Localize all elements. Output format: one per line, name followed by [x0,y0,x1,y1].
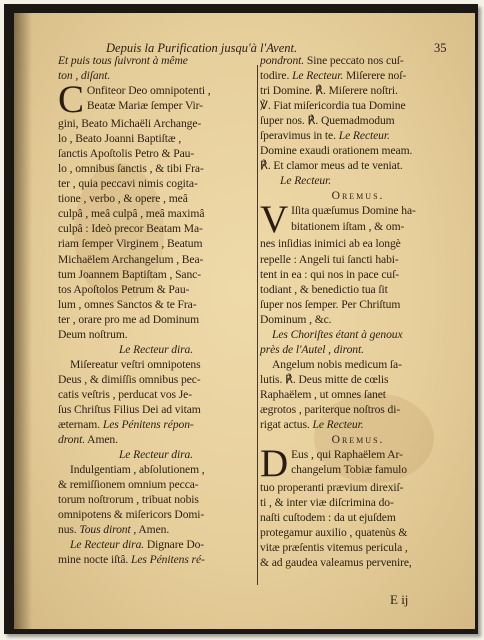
text-fragment: æternam. [58,418,101,432]
rubric-inline: Les Pénitens ré- [131,553,205,567]
text-line [260,83,456,98]
text-line: Deum noſtrum. [58,327,128,341]
text-fragment: todire. [260,69,290,83]
drop-cap-initial: D [260,447,289,481]
text-line [260,128,456,143]
text-line: Miſereatur veſtri omnipotens [70,357,201,371]
rubric-inline: Le Recteur. [338,129,390,143]
text-line [260,417,456,432]
text-line: ℣. Fiat miſericordia tua Domine [260,99,406,113]
text-line: tuo properanti prævium direxiſ- [260,481,404,495]
text-line: protegamur auxilio , quatenùs & [260,526,408,540]
text-line [58,417,254,432]
rubric-inline: dront. [58,433,85,447]
oremus-heading: Oremus. [331,433,385,447]
text-line: gini, Beato Michaëli Archange- [58,117,202,131]
rubric-inline: Les Pénitens répon- [102,418,194,432]
drop-cap-initial: V [260,203,289,237]
text-line [260,113,456,128]
text-line: torum noſtrorum , tribuat nobis [58,493,199,507]
text-line: Deus , & dimiſſis omnibus pec- [58,372,201,386]
text-fragment: Miſerere noſ- [345,69,407,83]
text-line: Raphaëlem , ut omnes ſanet [260,387,386,401]
rubric-inline: Le Recteur dira. [70,538,145,552]
page-number: 35 [434,41,447,55]
book-page [14,13,475,629]
text-line: nes inſidias inimici ab ea longè [260,237,401,251]
rubric: Le Recteur dira. [118,448,194,462]
text-fragment: nus. [58,523,77,537]
text-line [260,372,456,387]
text-line: lum , omnes Sanctos & te Fra- [58,297,197,311]
deus-paragraph [260,447,456,480]
text-line: riam ſemper Virginem , Beatum [58,237,203,251]
text-line: ter , quia peccavi nimis cogita- [58,177,198,191]
text-line: Beatæ Mariæ ſemper Vir- [86,99,203,113]
text-line: todiant , & benedictio tua ſit [260,282,388,296]
text-line: culpâ , meâ culpâ , meâ maximâ [58,207,205,221]
rubric: Le Recteur dira. [118,342,194,356]
text-line: lo , Beato Joanni Baptiſtæ , [58,132,182,146]
visita-paragraph [260,203,456,236]
text-line: changelum Tobiæ famulo [291,463,407,477]
text-fragment: ſuper nos. [260,114,305,128]
text-line: vitæ præſentis vitemus pericula , [260,541,408,555]
text-line: ſuper nos ſemper. Per Chriſtum [260,297,401,311]
rubric: près de l'Autel , diront. [260,342,364,356]
text-line: catis veſtris , perducat vos Je- [58,387,192,401]
left-column [58,53,254,568]
intro-line: Et puis tous ſuivront à même [58,54,188,67]
text-fragment: lutis. [260,372,283,386]
text-fragment: tri Domine. [260,84,313,98]
text-fragment: rigat actus. [260,418,310,432]
text-fragment: Sine peccato nos cuſ- [306,54,404,67]
rubric-inline: Tous diront , [79,523,137,537]
signature-mark: E ij [390,592,409,607]
oremus-heading: Oremus. [331,189,385,203]
text-line: Indulgentiam , abſolutionem , [70,463,205,477]
text-line [58,432,254,447]
text-line: lo , omnibus ſanctis , & tibi Fra- [58,162,204,176]
confiteor-paragraph [58,83,254,116]
text-line: ℟. Et clamor meus ad te veniat. [260,159,403,173]
text-line: tent in ea : qui nos in pace cuſ- [260,267,400,281]
text-line: Domine exaudi orationem meam. [260,144,413,158]
drop-cap-initial: C [58,83,84,117]
text-line [58,522,254,537]
page-gutter-shadow [14,13,32,629]
text-line: Onfiteor Deo omnipotenti , [86,84,211,98]
text-line: Dominum , &c. [260,312,332,326]
text-line: tos Apoſtolos Petrum & Pau- [58,282,190,296]
intro-line: ton , diſant. [58,69,111,83]
text-fragment: Amen. [138,523,170,537]
text-line: tum Joannem Baptiſtam , Sanc- [58,267,201,281]
text-fragment: Dignare Do- [146,538,205,552]
text-fragment: ℟. Deus mitte de cœlis [285,372,389,386]
rubric: Les Choriſtes étant à genoux [272,327,403,341]
text-line: ſanctis Apoſtolis Petro & Pau- [58,147,195,161]
right-column [260,53,456,570]
text-line: Angelum nobis medicum ſa- [272,357,402,371]
rubric-inline: Le Recteur. [292,69,344,83]
text-line: repelle : Angeli tui ſancti habi- [260,252,399,266]
text-line: ſus Chriſtus Filius Dei ad vitam [58,402,201,416]
rubric-inline: Le Recteur. [312,418,364,432]
text-fragment: Amen. [87,433,118,447]
text-line: ægrotos , pariterque noſtros di- [260,402,401,416]
text-line: omnipotens & miſericors Domi- [58,508,205,522]
text-line: & remiſſionem omnium pecca- [58,478,199,492]
text-line: Iſita quæſumus Domine ha- [291,204,416,218]
text-line: bitationem iſtam , & om- [291,219,405,233]
text-line: tione , verbo , & opere , meâ [58,192,188,206]
text-line: ter , orare pro me ad Dominum [58,312,200,326]
text-fragment: ℟. Miſerere noſtri. [315,84,398,98]
text-line [58,552,254,567]
text-line: & ad gaudea valeamus pervenire, [260,556,412,570]
text-line [260,68,456,83]
text-fragment: mine nocte iſtâ. [58,553,129,567]
text-line: naſti cuſtodem : da ut ejuſdem [260,511,396,525]
text-fragment: ℟. Quemadmodum [307,114,395,128]
text-line: Eus , qui Raphaëlem Ar- [291,448,403,462]
text-line: Michaëlem Archangelum , Bea- [58,252,204,266]
text-line [260,53,456,68]
text-line: ti , & inter viæ diſcrimina do- [260,496,394,510]
column-rule [257,65,258,585]
rubric-inline: pondront. [260,54,305,67]
text-line [58,537,254,552]
rubric: Le Recteur. [280,174,332,188]
text-fragment: ſperavimus in te. [260,129,336,143]
document-frame [4,4,478,634]
text-line: culpâ : Ideò precor Beatam Ma- [58,222,203,236]
header-title: Depuis la Purification jusqu'à l'Avent. [106,41,298,55]
